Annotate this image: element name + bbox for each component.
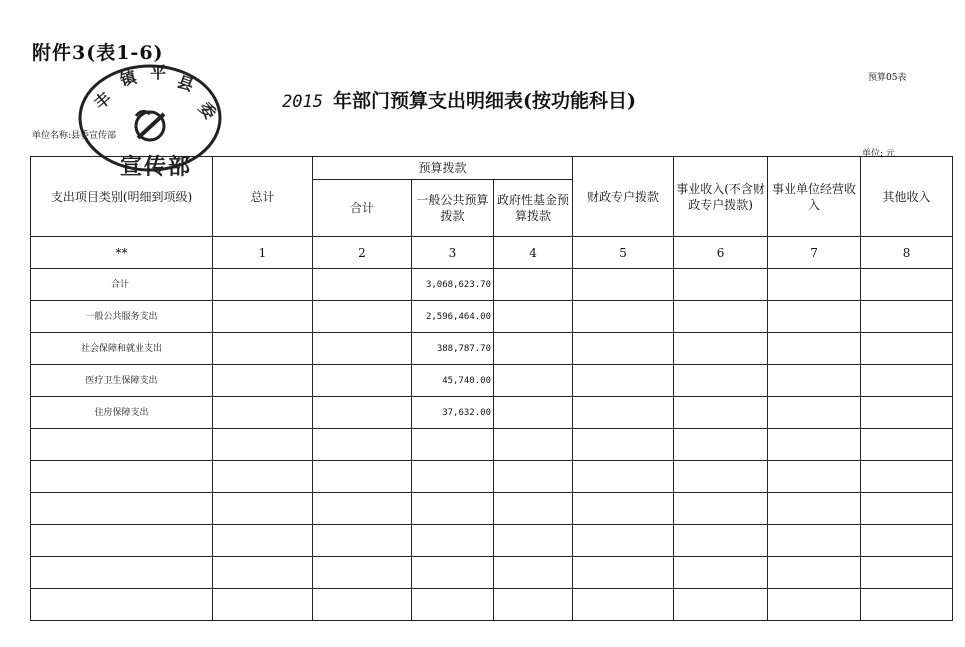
table-row xyxy=(31,301,953,333)
currency-unit: 单位: 元 xyxy=(862,149,895,159)
table-row xyxy=(31,557,953,589)
row-label: 合计 xyxy=(31,269,213,301)
title-text: 年部门预算支出明细表(按功能科目) xyxy=(332,90,636,112)
row-label: 一般公共服务支出 xyxy=(31,301,213,333)
header-operating-income: 事业单位经营收入 xyxy=(768,157,861,237)
header-category: 支出项目类别(明细到项级) xyxy=(31,157,213,237)
table-row xyxy=(31,333,953,365)
header-fiscal-special: 财政专户拨款 xyxy=(573,157,674,237)
svg-text:委: 委 xyxy=(194,98,220,123)
index-cell: 1 xyxy=(213,237,313,269)
table-row xyxy=(31,269,953,301)
header-general-budget: 一般公共预算拨款 xyxy=(412,180,494,237)
table-row xyxy=(31,461,953,493)
row-general-budget: 3,068,623.70 xyxy=(412,269,494,301)
index-cell: 6 xyxy=(674,237,768,269)
index-cell: 7 xyxy=(768,237,861,269)
table-row xyxy=(31,589,953,621)
header-other-income: 其他收入 xyxy=(861,157,953,237)
row-general-budget: 45,740.00 xyxy=(412,365,494,397)
form-tag: 预算05表 xyxy=(868,73,907,83)
row-general-budget: 388,787.70 xyxy=(412,333,494,365)
svg-text:县: 县 xyxy=(174,71,197,96)
unit-name-value: 县委宣传部 xyxy=(71,131,117,141)
unit-name-label: 单位名称: xyxy=(32,131,72,141)
header-business-income: 事业收入(不含财政专户拨款) xyxy=(674,157,768,237)
budget-table xyxy=(30,156,953,621)
svg-text:镇: 镇 xyxy=(118,67,139,90)
header-total: 总计 xyxy=(213,157,313,237)
page-title xyxy=(282,86,636,113)
index-cell: 5 xyxy=(573,237,674,269)
title-year: 2015 xyxy=(282,92,323,112)
header-budget-group: 预算拨款 xyxy=(313,157,573,180)
header-fund-budget: 政府性基金预算拨款 xyxy=(494,180,573,237)
table-row xyxy=(31,365,953,397)
index-cell: 3 xyxy=(412,237,494,269)
row-label: 社会保障和就业支出 xyxy=(31,333,213,365)
index-cell: 4 xyxy=(494,237,573,269)
row-general-budget: 2,596,464.00 xyxy=(412,301,494,333)
row-label: 医疗卫生保障支出 xyxy=(31,365,213,397)
table-row xyxy=(31,397,953,429)
table-row xyxy=(31,525,953,557)
index-cell: 8 xyxy=(861,237,953,269)
svg-text:平: 平 xyxy=(150,63,167,82)
attachment-label: 附件3(表1-6) xyxy=(32,42,164,64)
seal-dept-text: 宣传部 xyxy=(120,154,193,180)
row-general-budget: 37,632.00 xyxy=(412,397,494,429)
index-cell: 2 xyxy=(313,237,412,269)
header-budget-subtotal: 合计 xyxy=(313,180,412,237)
row-label: 住房保障支出 xyxy=(31,397,213,429)
index-cell: ** xyxy=(31,237,213,269)
table-row xyxy=(31,493,953,525)
svg-text:丰: 丰 xyxy=(90,88,115,114)
table-row xyxy=(31,429,953,461)
